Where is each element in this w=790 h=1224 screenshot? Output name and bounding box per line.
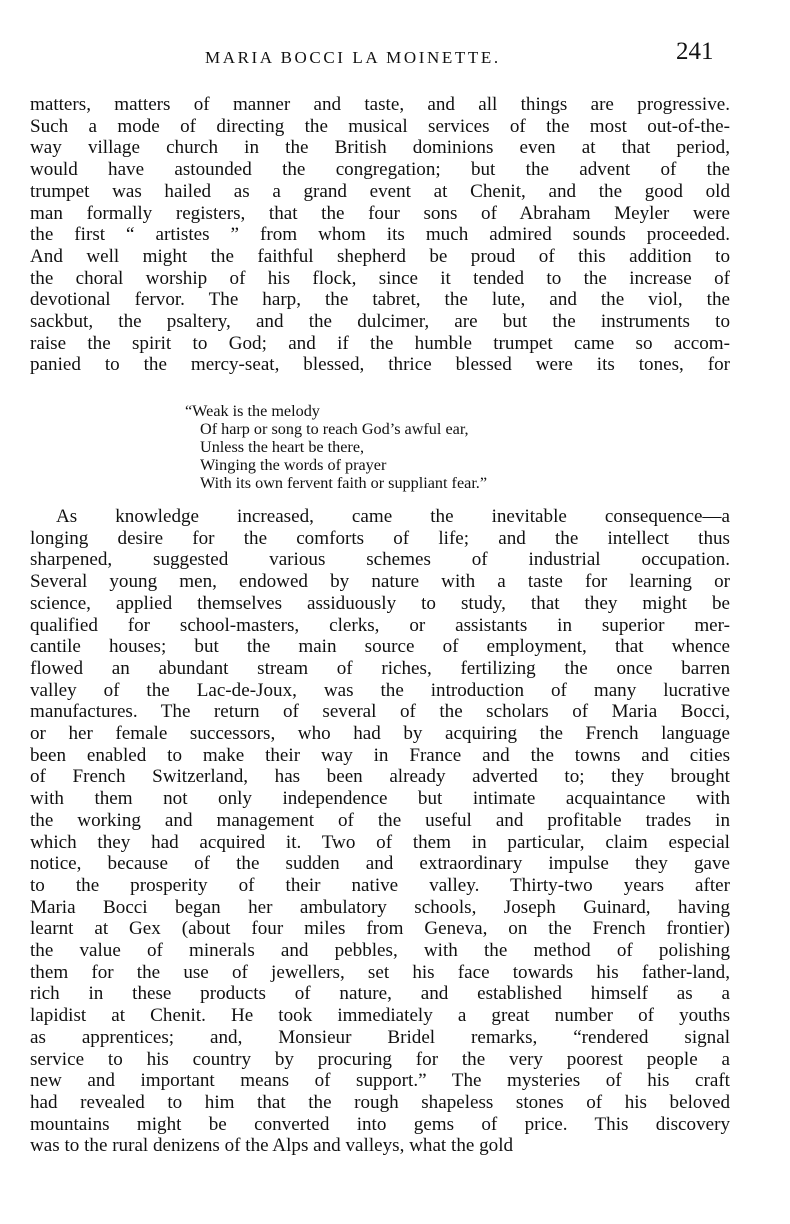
text-line: As knowledge increased, came the inevitable consequence—a: [56, 506, 730, 527]
poem-line: Winging the words of prayer: [200, 456, 387, 474]
text-line: as apprentices; and, Monsieur Bridel remarks, “rendered signal: [30, 1026, 730, 1048]
page-header: [0, 36, 790, 76]
text-line: Several young men, endowed by nature with a taste for learning or: [30, 571, 730, 593]
text-line: valley of the Lac-de-Joux, was the introduction of many lucrative: [30, 679, 730, 701]
text-line: raise the spirit to God; and if the humble trumpet came so accom-: [30, 332, 730, 354]
text-line: science, applied themselves assiduously to study, that they might be: [30, 592, 730, 614]
poem-line: Unless the heart be there,: [200, 438, 365, 456]
text-line: way village church in the British dominions even at that period,: [30, 137, 730, 159]
text-line: of French Switzerland, has been already adverted to; they brought: [30, 766, 730, 788]
text-line: them for the use of jewellers, set his face towards his father-land,: [30, 961, 730, 983]
text-line: was to the rural denizens of the Alps and valleys, what the gold: [30, 1135, 514, 1157]
text-line: qualified for school-masters, clerks, or assistants in superior mer-: [30, 614, 730, 636]
paragraph-continued: [30, 94, 730, 376]
paragraph-main: [30, 506, 730, 1157]
poem-line: Of harp or song to reach God’s awful ear,: [200, 420, 469, 438]
text-line: manufactures. The return of several of the scholars of Maria Bocci,: [30, 701, 730, 723]
text-line: notice, because of the sudden and extraordinary impulse they gave: [30, 853, 730, 875]
text-line: service to his country by procuring for the very poorest people a: [30, 1048, 730, 1070]
page-number: 241: [676, 38, 714, 65]
text-line: And well might the faithful shepherd be proud of this addition to: [30, 245, 730, 267]
text-line: Maria Bocci began her ambulatory schools, Joseph Guinard, having: [30, 896, 730, 918]
text-line: devotional fervor. The harp, the tabret, the lute, and the viol, the: [30, 289, 730, 311]
text-line: to the prosperity of their native valley. Thirty-two years after: [30, 874, 730, 896]
text-line: the working and management of the useful and profitable trades in: [30, 809, 730, 831]
text-line: the first “ artistes ” from whom its much admired sounds proceeded.: [30, 224, 730, 246]
text-line: lapidist at Chenit. He took immediately a great number of youths: [30, 1005, 730, 1027]
text-line: learnt at Gex (about four miles from Geneva, on the French frontier): [30, 918, 730, 940]
poem-line: With its own fervent faith or suppliant fear.”: [200, 474, 488, 492]
text-line: man formally registers, that the four sons of Abraham Meyler were: [30, 202, 730, 224]
text-line: would have astounded the congregation; but the advent of the: [30, 159, 730, 181]
text-line: trumpet was hailed as a grand event at Chenit, and the good old: [30, 180, 730, 202]
text-line: longing desire for the comforts of life; and the intellect thus: [30, 527, 730, 549]
text-line: matters, matters of manner and taste, and all things are progressive.: [30, 94, 730, 115]
text-line: or her female successors, who had by acquiring the French language: [30, 723, 730, 745]
text-line: cantile houses; but the main source of employment, that whence: [30, 636, 730, 658]
text-line: Such a mode of directing the musical services of the most out-of-the-: [30, 115, 730, 137]
poem-line: “Weak is the melody: [185, 402, 320, 420]
text-line: been enabled to make their way in France and the towns and cities: [30, 744, 730, 766]
text-line: panied to the mercy-seat, blessed, thrice blessed were its tones, for: [30, 354, 730, 376]
text-line: had revealed to him that the rough shapeless stones of his beloved: [30, 1091, 730, 1113]
text-line: with them not only independence but intimate acquaintance with: [30, 788, 730, 810]
text-line: sackbut, the psaltery, and the dulcimer, are but the instruments to: [30, 311, 730, 333]
text-line: flowed an abundant stream of riches, fertilizing the once barren: [30, 657, 730, 679]
text-line: rich in these products of nature, and established himself as a: [30, 983, 730, 1005]
text-line: sharpened, suggested various schemes of industrial occupation.: [30, 549, 730, 571]
text-line: the choral worship of his flock, since it tended to the increase of: [30, 267, 730, 289]
text-line: the value of minerals and pebbles, with the method of polishing: [30, 940, 730, 962]
text-line: which they had acquired it. Two of them in particular, claim especial: [30, 831, 730, 853]
poem-quotation: [183, 402, 643, 492]
text-line: mountains might be converted into gems of price. This discovery: [30, 1113, 730, 1135]
running-title: MARIA BOCCI LA MOINETTE.: [205, 48, 501, 67]
text-line: new and important means of support.” The mysteries of his craft: [30, 1070, 730, 1092]
